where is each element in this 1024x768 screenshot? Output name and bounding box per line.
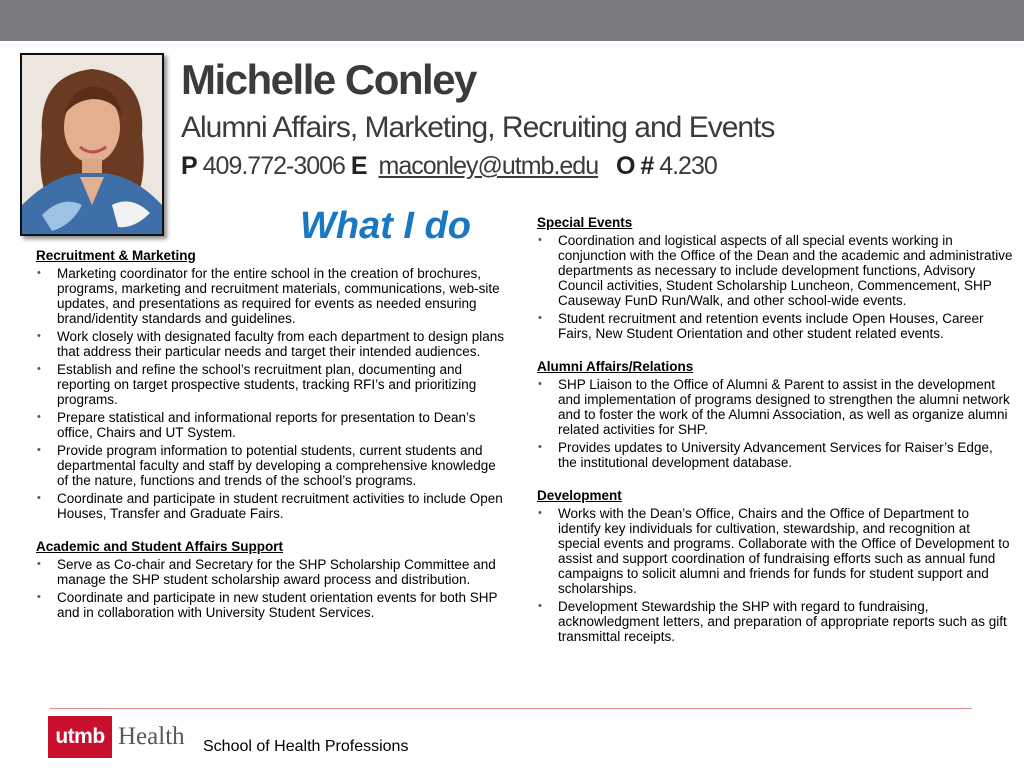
list-item: [537, 311, 1015, 341]
section-title: Academic and Student Affairs Support: [36, 539, 284, 554]
bullet-icon: •: [37, 363, 41, 375]
list-item: [36, 362, 506, 407]
bullet-icon: •: [538, 441, 542, 453]
bullet-list: [537, 233, 1015, 341]
section-heading: What I do: [300, 205, 471, 247]
list-item-text: Student recruitment and retention events include Open Houses, Career Fairs, New Student Orientation and other student related events.: [558, 311, 984, 341]
list-item-text: Work closely with designated faculty from each department to design plans that address their particular needs and target their intended audiences.: [57, 329, 504, 359]
bullet-icon: •: [538, 600, 542, 612]
person-name: Michelle Conley: [181, 56, 476, 103]
list-item-text: Establish and refine the school’s recruitment plan, documenting and reporting on target prospective students, tracking RFI’s and prioritizing programs.: [57, 362, 477, 407]
list-item: [537, 233, 1015, 308]
logo-word: Health: [118, 723, 185, 750]
bullet-icon: •: [538, 312, 542, 324]
email-link[interactable]: maconley@utmb.edu: [378, 152, 599, 180]
section-title: Special Events: [537, 215, 633, 230]
bullet-icon: •: [37, 444, 41, 456]
contact-line: [181, 150, 717, 182]
person-role: Alumni Affairs, Marketing, Recruiting and Events: [181, 111, 775, 144]
bullet-icon: •: [37, 492, 41, 504]
list-item-text: SHP Liaison to the Office of Alumni & Parent to assist in the development and implementation of programs designed to strengthen the alumni network and to foster the work of the Alumni Association, as well as organize alumni related activities for SHP.: [558, 377, 1010, 437]
profile-photo: [20, 53, 164, 236]
list-item: [537, 377, 1015, 437]
list-item-text: Works with the Dean’s Office, Chairs and the Office of Department to identify key individuals for cultivation, stewardship, and recognition at special events and programs. Collaborate with the Office of Development to assist and support coordination of fundraising efforts such as annual fund campaigns to solicit alumni and friends for funds for student support and scholarships.: [558, 506, 1010, 596]
bullet-list: [537, 506, 1015, 644]
bullet-list: [537, 377, 1015, 470]
list-item-text: Serve as Co-chair and Secretary for the SHP Scholarship Committee and manage the SHP student scholarship award process and distribution.: [57, 557, 496, 587]
list-item-text: Coordination and logistical aspects of all special events working in conjunction with the Office of the Dean and the academic and administrative departments as necessary to include development functions, Advisory Council activities, Student Scholarship Luncheon, Commencement, SHP Causeway FunD Run/Walk, and other school-wide events.: [558, 233, 1013, 308]
list-item: [36, 590, 506, 620]
section-title: Alumni Affairs/Relations: [537, 359, 694, 374]
list-item: [537, 506, 1015, 596]
bullet-icon: •: [37, 591, 41, 603]
section-title: Development: [537, 488, 622, 503]
left-column: [36, 248, 506, 638]
logo-mark: utmb: [48, 716, 112, 758]
footer-divider: [50, 708, 972, 709]
list-item-text: Coordinate and participate in new student orientation events for both SHP and in collaboration with University Student Services.: [57, 590, 498, 620]
phone-number: 409.772-3006: [202, 152, 345, 180]
list-item: [36, 443, 506, 488]
list-item-text: Provides updates to University Advancement Services for Raiser’s Edge, the institutional development database.: [558, 440, 993, 470]
bullet-icon: •: [37, 330, 41, 342]
bullet-icon: •: [37, 411, 41, 423]
office-number: 4.230: [659, 152, 717, 180]
bullet-list: [36, 266, 506, 521]
school-name: School of Health Professions: [203, 738, 409, 755]
email-label: E: [350, 152, 367, 180]
list-item-text: Prepare statistical and informational reports for presentation to Dean’s office, Chairs and UT System.: [57, 410, 476, 440]
section-title: Recruitment & Marketing: [36, 248, 196, 263]
bullet-icon: •: [538, 507, 542, 519]
bullet-icon: •: [37, 558, 41, 570]
list-item: [36, 491, 506, 521]
list-item-text: Provide program information to potential students, current students and departmental faculty and staff by developing a comprehensive knowledge of the nature, functions and trends of the school’s programs.: [57, 443, 496, 488]
list-item: [537, 440, 1015, 470]
list-item-text: Marketing coordinator for the entire school in the creation of brochures, programs, marketing and recruitment materials, communications, web-site updates, and presentations as required for events as needed ensuring brand/identity standards and guidelines.: [57, 266, 500, 326]
bullet-icon: •: [538, 234, 542, 246]
phone-label: P: [181, 152, 197, 180]
bullet-list: [36, 557, 506, 620]
right-column: [537, 215, 1015, 662]
list-item: [36, 266, 506, 326]
list-item: [36, 329, 506, 359]
top-banner: [0, 0, 1024, 41]
list-item: [36, 557, 506, 587]
list-item-text: Development Stewardship the SHP with regard to fundraising, acknowledgment letters, and preparation of appropriate reports such as gift transmittal receipts.: [558, 599, 1007, 644]
bullet-icon: •: [37, 267, 41, 279]
list-item-text: Coordinate and participate in student recruitment activities to include Open Houses, Transfer and Graduate Fairs.: [57, 491, 503, 521]
list-item: [537, 599, 1015, 644]
bullet-icon: •: [538, 378, 542, 390]
list-item: [36, 410, 506, 440]
office-label: O #: [615, 152, 654, 180]
